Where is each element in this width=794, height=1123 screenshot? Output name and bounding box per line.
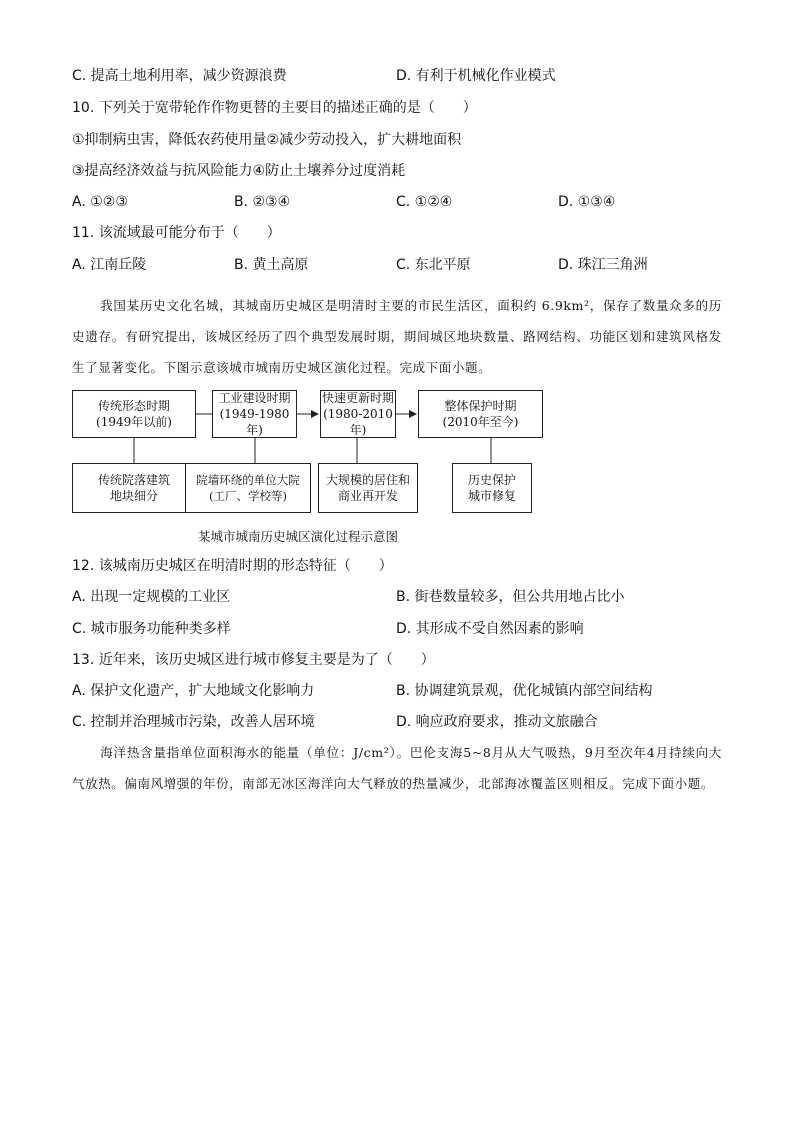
q10-items-line1: ①抑制病虫害，降低农药使用量②减少劳动投入，扩大耕地面积: [72, 132, 462, 148]
q10-option-b: B. ②③④: [234, 194, 291, 210]
q13-option-a: A. 保护文化遗产，扩大地域文化影响力: [72, 683, 315, 699]
feature-box-3: 大规模的居住和 商业再开发: [318, 463, 418, 513]
q10-option-c: C. ①②④: [396, 194, 453, 210]
q12-option-c: C. 城市服务功能种类多样: [72, 621, 231, 637]
q11-option-d: D. 珠江三角洲: [558, 257, 648, 273]
q13-option-c: C. 控制并治理城市污染，改善人居环境: [72, 714, 315, 730]
passage-ocean-heat: 海洋热含量指单位面积海水的能量（单位：J/cm²）。巴伦支海5~8月从大气吸热，9月至次年4月持续向大气放热。偏南风增强的年份，南部无冰区海洋向大气释放的热量减少，北部海冰覆盖区则相反。完成下面小题。: [72, 745, 722, 791]
q11-stem: 11. 该流域最可能分布于（ ）: [72, 225, 281, 241]
q11-option-c: C. 东北平原: [396, 257, 471, 273]
period-box-1: 传统形态时期 (1949年以前): [72, 390, 196, 438]
q10-items-line2: ③提高经济效益与抗风险能力④防止土壤养分过度消耗: [72, 163, 406, 179]
q13-stem: 13. 近年来，该历史城区进行城市修复主要是为了（ ）: [72, 652, 435, 668]
q10-option-a: A. ①②③: [72, 194, 128, 210]
q11-option-a: A. 江南丘陵: [72, 257, 147, 273]
diagram-caption: 某城市城南历史城区演化过程示意图: [198, 529, 399, 544]
period-box-2: 工业建设时期 (1949-1980年): [212, 390, 297, 438]
period-box-4: 整体保护时期 (2010年至今): [418, 390, 543, 438]
q9-option-c: C. 提高土地利用率，减少资源浪费: [72, 68, 287, 84]
q12-option-b: B. 街巷数量较多，但公共用地占比小: [396, 589, 625, 605]
q12-stem: 12. 该城南历史城区在明清时期的形态特征（ ）: [72, 558, 393, 574]
q12-option-d: D. 其形成不受自然因素的影响: [396, 621, 584, 637]
q13-option-b: B. 协调建筑景观，优化城镇内部空间结构: [396, 683, 653, 699]
passage-city-history: 我国某历史文化名城，其城南历史城区是明清时主要的市民生活区，面积约 6.9km²，保存了数量众多的历史遗存。有研究提出，该城区经历了四个典型发展时期，期间城区地块数量、路网结构、功能区划和建筑风格发生了显著变化。下图示意该城市城南历史城区演化过程。完成下面小题。: [72, 298, 722, 375]
q11-option-b: B. 黄土高原: [234, 257, 309, 273]
feature-box-1: 传统院落建筑 地块细分: [72, 463, 196, 513]
q12-option-a: A. 出现一定规模的工业区: [72, 589, 231, 605]
period-box-3: 快速更新时期 (1980-2010年): [321, 391, 394, 437]
q10-option-d: D. ①③④: [558, 194, 616, 210]
q13-option-d: D. 响应政府要求，推动文旅融合: [396, 714, 598, 730]
feature-box-2: 院墙环绕的单位大院 (工厂、学校等): [185, 463, 311, 513]
q9-option-d: D. 有利于机械化作业模式: [396, 68, 556, 84]
q10-stem: 10. 下列关于宽带轮作作物更替的主要目的描述正确的是（ ）: [72, 100, 477, 116]
feature-box-4: 历史保护 城市修复: [452, 463, 532, 513]
